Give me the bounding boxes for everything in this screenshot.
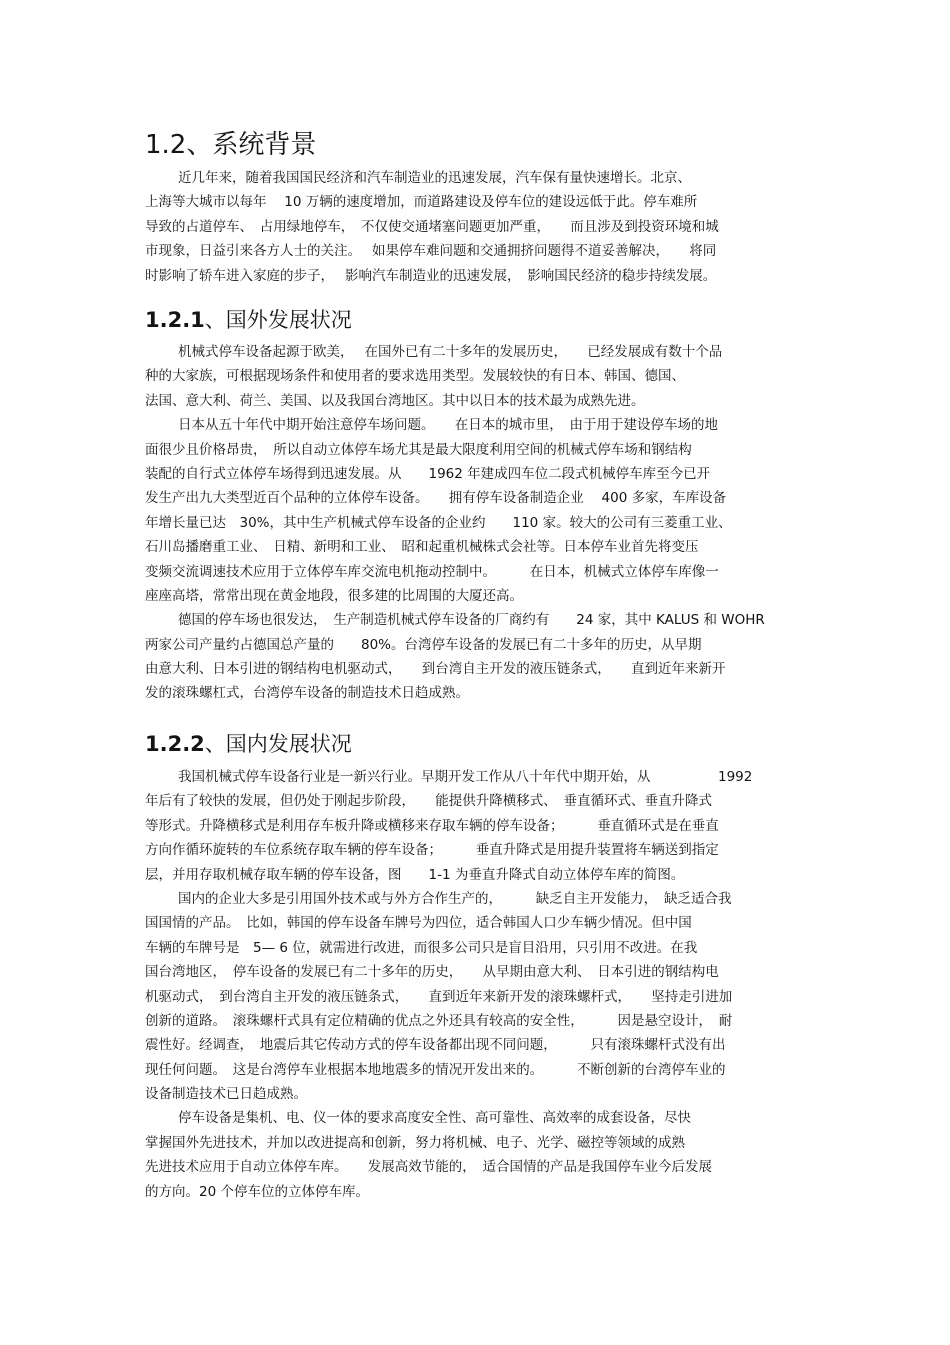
domestic-heading-number: 1.2.2	[145, 732, 205, 756]
paragraph-line: 年后有了较快的发展，但仍处于刚起步阶段， 能提供升降横移式、 垂直循环式、垂直升降式	[145, 793, 712, 810]
paragraph-line: 两家公司产量约占德国总产量的 80%。台湾停车设备的发展已有二十多年的历史，从早期	[145, 636, 702, 653]
paragraph-line: 车辆的车牌号是 5— 6 位，就需进行改进，而很多公司只是盲目沿用，只引用不改进。在我	[145, 939, 698, 956]
paragraph-line: 方向作循环旋转的车位系统存取车辆的停车设备； 垂直升降式是用提升装置将车辆送到指定	[145, 842, 719, 859]
paragraph-line: 先进技术应用于自动立体停车库。 发展高效节能的， 适合国情的产品是我国停车业今后发展	[145, 1159, 712, 1176]
paragraph-line: 年增长量已达 30%，其中生产机械式停车设备的企业约 110 家。较大的公司有三菱重工业、	[145, 514, 732, 531]
background-section	[145, 166, 810, 288]
paragraph-line: 震性好。经调查， 地震后其它传动方式的停车设备都出现不同问题， 只有滚珠螺杆式没有出	[145, 1037, 726, 1054]
paragraph-line: 石川岛播磨重工业、 日精、新明和工业、 昭和起重机械株式会社等。日本停车业首先将变压	[145, 539, 699, 556]
paragraph-line: 日本从五十年代中期开始注意停车场问题。 在日本的城市里， 由于用于建设停车场的地	[178, 417, 718, 434]
paragraph-line: 国内的企业大多是引用国外技术或与外方合作生产的， 缺乏自主开发能力， 缺乏适合我	[178, 890, 732, 907]
paragraph-line: 机械式停车设备起源于欧美， 在国外已有二十多年的发展历史， 已经发展成有数十个品	[178, 344, 723, 360]
paragraph-line: 德国的停车场也很发达， 生产制造机械式停车设备的厂商约有 24 家，其中 KALUS 和 WOHR	[178, 612, 765, 629]
paragraph-line: 座座高塔，常常出现在黄金地段，很多建的比周围的大厦还高。	[145, 587, 523, 604]
paragraph-line: 变频交流调速技术应用于立体停车库交流电机拖动控制中。 在日本，机械式立体停车库像一	[145, 563, 719, 580]
paragraph-line: 上海等大城市以每年 10 万辆的速度增加，而道路建设及停车位的建设远低于此。停车难所	[145, 194, 698, 211]
domestic-section	[145, 765, 810, 1204]
paragraph-line: 层，并用存取机械存取车辆的停车设备，图 1-1 为垂直升降式自动立体停车库的简图。	[145, 866, 685, 883]
foreign-heading	[145, 306, 352, 334]
paragraph-line: 创新的道路。 滚珠螺杆式具有定位精确的优点之外还具有较高的安全性， 因是悬空设计， 耐	[145, 1012, 733, 1029]
domestic-heading	[145, 730, 352, 758]
paragraph-line: 面很少且价格昂贵， 所以自动立体停车场尤其是最大限度利用空间的机械式停车场和钢结构	[145, 441, 692, 458]
paragraph-line: 由意大利、日本引进的钢结构电机驱动式， 到台湾自主开发的液压链条式， 直到近年来新开	[145, 661, 726, 678]
paragraph-line: 时影响了轿车进入家庭的步子， 影响汽车制造业的迅速发展， 影响国民经济的稳步持续发展。	[145, 267, 717, 284]
foreign-heading-title: 、国外发展状况	[204, 308, 352, 332]
paragraph-line: 停车设备是集机、电、仪一体的要求高度安全性、高可靠性、高效率的成套设备，尽快	[178, 1110, 691, 1127]
paragraph-line: 现任何问题。 这是台湾停车业根据本地地震多的情况开发出来的。 不断创新的台湾停车业的	[145, 1061, 726, 1078]
paragraph-line: 发的滚珠螺杠式，台湾停车设备的制造技术日趋成熟。	[145, 685, 469, 702]
paragraph-line: 的方向。20 个停车位的立体停车库。	[145, 1183, 369, 1200]
paragraph-line: 种的大家族，可根据现场条件和使用者的要求选用类型。发展较快的有日本、韩国、德国、	[145, 368, 685, 385]
paragraph-line: 掌握国外先进技术，并加以改进提高和创新，努力将机械、电子、光学、磁控等领域的成熟	[145, 1134, 685, 1151]
paragraph-line: 近几年来，随着我国国民经济和汽车制造业的迅速发展，汽车保有量快速增长。北京、	[178, 170, 691, 186]
paragraph-line: 设备制造技术已日趋成熟。	[145, 1086, 307, 1103]
paragraph-line: 导致的占道停车、 占用绿地停车， 不仅使交通堵塞问题更加严重， 而且涉及到投资环境和城	[145, 218, 719, 235]
paragraph-line: 我国机械式停车设备行业是一新兴行业。早期开发工作从八十年代中期开始，从 1992	[178, 769, 753, 785]
foreign-heading-number: 1.2.1	[145, 308, 205, 332]
paragraph-line: 法国、意大利、荷兰、美国、以及我国台湾地区。其中以日本的技术最为成熟先进。	[145, 392, 645, 409]
paragraph-line: 装配的自行式立体停车场得到迅速发展。从 1962 年建成四车位二段式机械停车库至今已开	[145, 465, 711, 482]
paragraph-line: 发生产出九大类型近百个品种的立体停车设备。 拥有停车设备制造企业 400 多家，车库设备	[145, 490, 727, 507]
paragraph-line: 市现象，日益引来各方人士的关注。 如果停车难问题和交通拥挤问题得不道妥善解决， 将同	[145, 243, 717, 260]
paragraph-line: 机驱动式， 到台湾自主开发的液压链条式， 直到近年来新开发的滚珠螺杆式， 坚持走引进加	[145, 988, 733, 1005]
paragraph-line: 国台湾地区， 停车设备的发展已有二十多年的历史， 从早期由意大利、 日本引进的钢结构电	[145, 964, 719, 981]
paragraph-line: 国国情的产品。 比如，韩国的停车设备车牌号为四位，适合韩国人口少车辆少情况。但中国	[145, 915, 692, 932]
foreign-section	[145, 340, 810, 706]
paragraph-line: 等形式。升降横移式是利用存车板升降或横移来存取车辆的停车设备； 垂直循环式是在垂直	[145, 817, 719, 834]
section-title: 1.2、系统背景	[145, 130, 317, 160]
domestic-heading-title: 、国内发展状况	[204, 732, 352, 756]
